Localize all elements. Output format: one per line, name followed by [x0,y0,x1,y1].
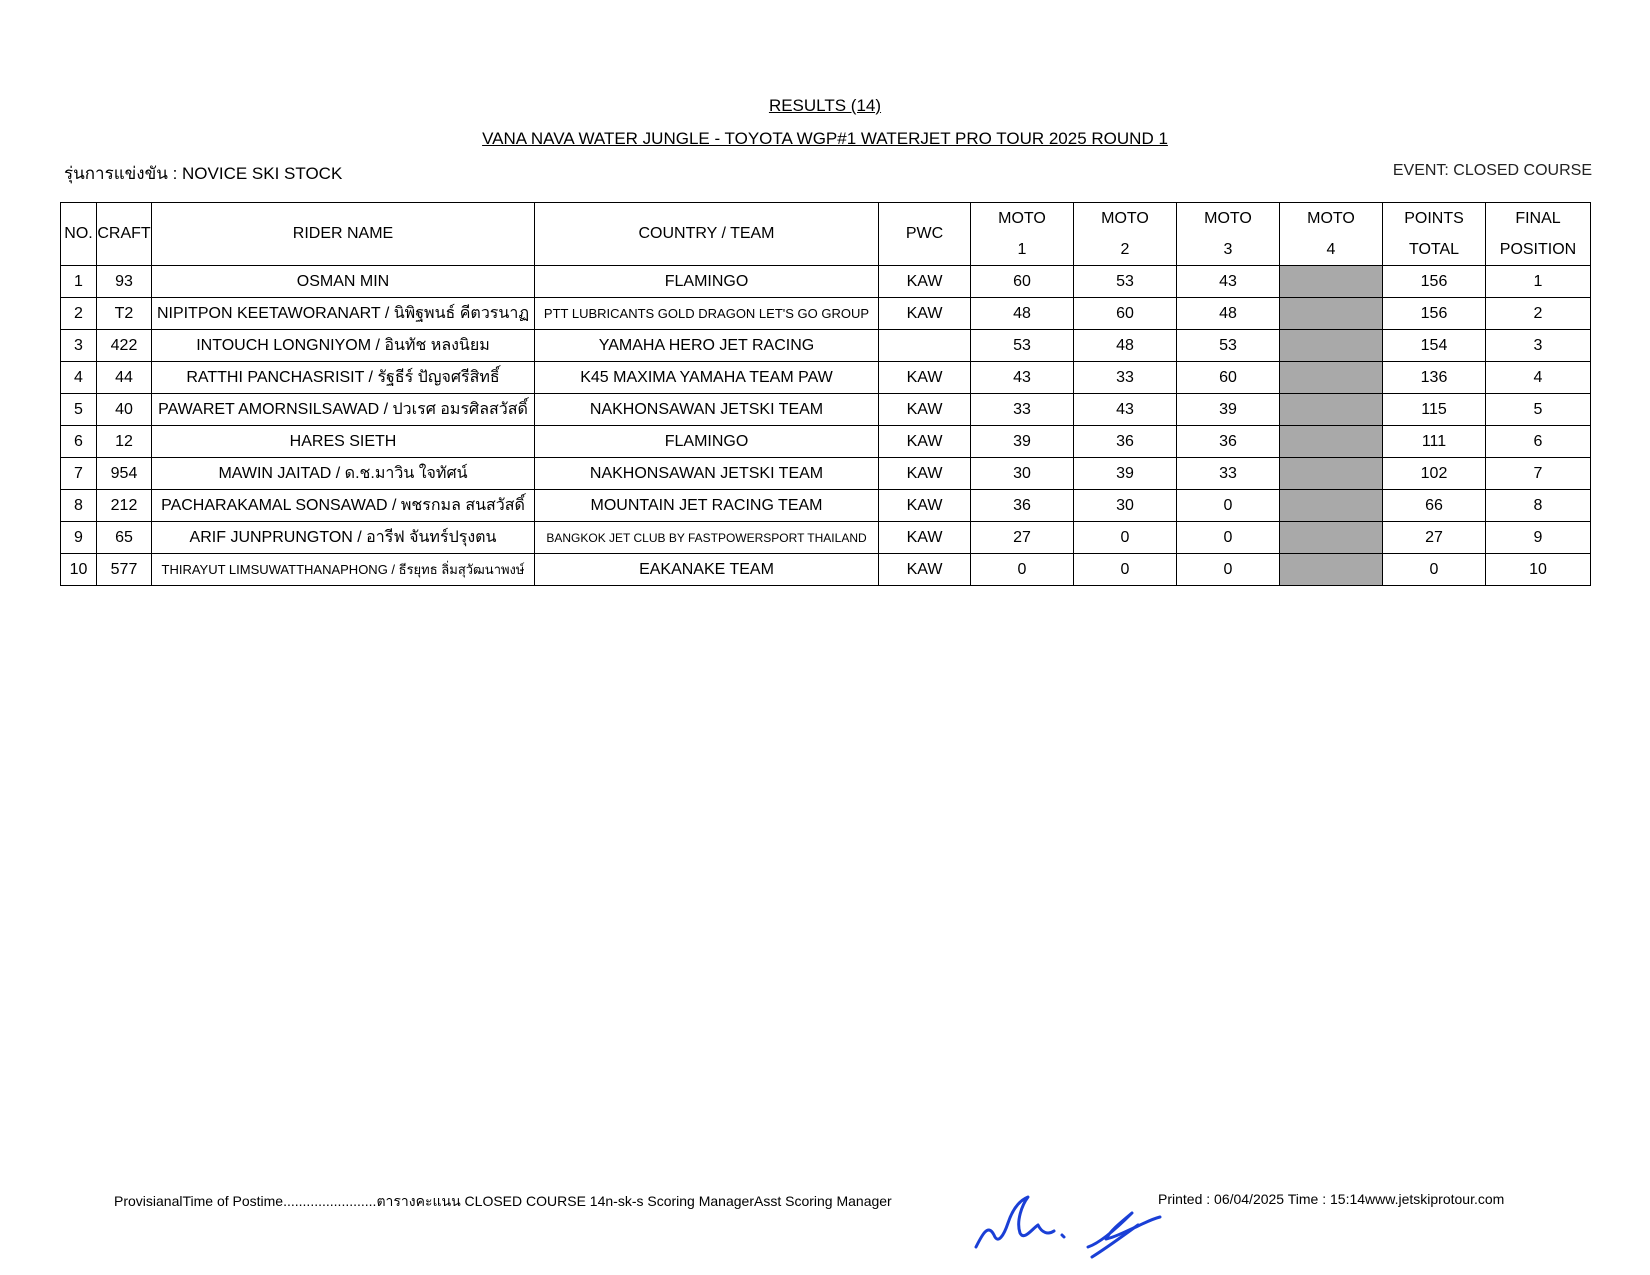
cell-moto2: 48 [1074,330,1177,362]
cell-no: 1 [61,266,97,298]
cell-moto4 [1280,554,1383,586]
cell-moto3: 60 [1177,362,1280,394]
cell-craft: 65 [97,522,152,554]
cell-final-position: 9 [1486,522,1591,554]
cell-rider: PACHARAKAMAL SONSAWAD / พชรกมล สนสวัสดิ์ [152,490,535,522]
table-row [61,490,1591,522]
table-header-row [61,203,1591,266]
cell-no: 6 [61,426,97,458]
cell-moto4 [1280,458,1383,490]
col-header-final-line2: POSITION [1499,241,1577,258]
cell-moto3: 39 [1177,394,1280,426]
cell-moto1: 48 [971,298,1074,330]
cell-no: 4 [61,362,97,394]
cell-no: 9 [61,522,97,554]
cell-moto1: 33 [971,394,1074,426]
cell-no: 2 [61,298,97,330]
col-header-points-line2: TOTAL [1408,241,1460,258]
cell-final-position: 1 [1486,266,1591,298]
col-header-moto4-line2: 4 [1326,241,1336,258]
table-row [61,394,1591,426]
cell-points-total: 27 [1383,522,1486,554]
cell-moto2: 0 [1074,522,1177,554]
cell-team: BANGKOK JET CLUB BY FASTPOWERSPORT THAILAND [535,522,879,554]
cell-moto1: 36 [971,490,1074,522]
col-header-moto3 [1177,203,1280,266]
cell-no: 8 [61,490,97,522]
cell-craft: 44 [97,362,152,394]
col-header-points-line1: POINTS [1404,210,1464,227]
cell-team: YAMAHA HERO JET RACING [535,330,879,362]
footer-printed-text: Printed : 06/04/2025 Time : 15:14www.jetskiprotour.com [1158,1191,1505,1207]
cell-pwc: KAW [879,266,971,298]
cell-final-position: 6 [1486,426,1591,458]
cell-moto3: 48 [1177,298,1280,330]
cell-points-total: 156 [1383,298,1486,330]
cell-points-total: 115 [1383,394,1486,426]
cell-pwc: KAW [879,554,971,586]
cell-moto2: 0 [1074,554,1177,586]
col-header-pwc: PWC [879,203,971,266]
cell-points-total: 111 [1383,426,1486,458]
cell-pwc [879,330,971,362]
cell-moto3: 0 [1177,522,1280,554]
cell-craft: 93 [97,266,152,298]
col-header-final-line1: FINAL [1515,210,1561,227]
cell-final-position: 7 [1486,458,1591,490]
signature-scribble [968,1175,1168,1265]
col-header-final-position [1486,203,1591,266]
table-row [61,362,1591,394]
col-header-moto2 [1074,203,1177,266]
class-label: รุ่นการแข่งขัน : NOVICE SKI STOCK [64,164,343,183]
table-row [61,554,1591,586]
footer-provisional-text: ProvisianalTime of Postime........................ตารางคะแนน CLOSED COURSE 14n-sk-s Scoring ManagerAsst Scoring Manager [114,1193,892,1209]
table-row [61,522,1591,554]
results-title: RESULTS (14) [768,96,882,115]
results-table [60,202,1591,586]
cell-moto4 [1280,362,1383,394]
cell-craft: T2 [97,298,152,330]
cell-moto1: 27 [971,522,1074,554]
cell-no: 7 [61,458,97,490]
cell-moto2: 33 [1074,362,1177,394]
event-type-label: EVENT: CLOSED COURSE [1392,162,1592,179]
col-header-moto2-line1: MOTO [1101,210,1149,227]
cell-moto1: 39 [971,426,1074,458]
cell-moto2: 43 [1074,394,1177,426]
cell-moto1: 53 [971,330,1074,362]
col-header-team: COUNTRY / TEAM [535,203,879,266]
cell-pwc: KAW [879,522,971,554]
cell-final-position: 10 [1486,554,1591,586]
cell-rider: MAWIN JAITAD / ด.ช.มาวิน ใจทัศน์ [152,458,535,490]
col-header-moto3-line2: 3 [1223,241,1233,258]
cell-no: 3 [61,330,97,362]
cell-team: PTT LUBRICANTS GOLD DRAGON LET'S GO GROUP [535,298,879,330]
cell-moto3: 36 [1177,426,1280,458]
col-header-craft: CRAFT [97,203,152,266]
cell-moto1: 60 [971,266,1074,298]
cell-points-total: 66 [1383,490,1486,522]
cell-moto2: 30 [1074,490,1177,522]
table-row [61,330,1591,362]
cell-moto3: 43 [1177,266,1280,298]
col-header-rider: RIDER NAME [152,203,535,266]
cell-pwc: KAW [879,458,971,490]
cell-craft: 577 [97,554,152,586]
cell-pwc: KAW [879,490,971,522]
event-title: VANA NAVA WATER JUNGLE - TOYOTA WGP#1 WATERJET PRO TOUR 2025 ROUND 1 [482,129,1168,148]
cell-moto4 [1280,330,1383,362]
cell-points-total: 102 [1383,458,1486,490]
cell-team: NAKHONSAWAN JETSKI TEAM [535,458,879,490]
cell-rider: HARES SIETH [152,426,535,458]
cell-points-total: 136 [1383,362,1486,394]
cell-final-position: 4 [1486,362,1591,394]
col-header-no: NO. [61,203,97,266]
cell-points-total: 0 [1383,554,1486,586]
cell-moto1: 30 [971,458,1074,490]
col-header-moto3-line1: MOTO [1204,210,1252,227]
cell-moto1: 43 [971,362,1074,394]
cell-moto3: 0 [1177,490,1280,522]
cell-moto4 [1280,490,1383,522]
cell-moto4 [1280,426,1383,458]
cell-final-position: 5 [1486,394,1591,426]
cell-points-total: 156 [1383,266,1486,298]
cell-moto4 [1280,522,1383,554]
cell-moto4 [1280,266,1383,298]
col-header-moto1-line1: MOTO [998,210,1046,227]
cell-moto1: 0 [971,554,1074,586]
cell-moto4 [1280,394,1383,426]
cell-team: NAKHONSAWAN JETSKI TEAM [535,394,879,426]
cell-points-total: 154 [1383,330,1486,362]
table-row [61,426,1591,458]
cell-pwc: KAW [879,362,971,394]
cell-no: 5 [61,394,97,426]
cell-moto2: 39 [1074,458,1177,490]
cell-team: FLAMINGO [535,266,879,298]
cell-pwc: KAW [879,298,971,330]
cell-craft: 40 [97,394,152,426]
cell-team: MOUNTAIN JET RACING TEAM [535,490,879,522]
cell-craft: 422 [97,330,152,362]
col-header-moto4 [1280,203,1383,266]
cell-moto2: 60 [1074,298,1177,330]
cell-rider: RATTHI PANCHASRISIT / รัฐธีร์ ปัญจศรีสิทธิ์ [152,362,535,394]
cell-pwc: KAW [879,426,971,458]
cell-moto2: 53 [1074,266,1177,298]
col-header-moto4-line1: MOTO [1307,210,1355,227]
table-row [61,298,1591,330]
cell-final-position: 8 [1486,490,1591,522]
cell-team: K45 MAXIMA YAMAHA TEAM PAW [535,362,879,394]
cell-rider: NIPITPON KEETAWORANART / นิพิฐพนธ์ คีตวรนาฏ [152,298,535,330]
cell-team: EAKANAKE TEAM [535,554,879,586]
table-row [61,458,1591,490]
col-header-moto1-line2: 1 [1017,241,1027,258]
cell-moto3: 0 [1177,554,1280,586]
cell-craft: 12 [97,426,152,458]
col-header-moto2-line2: 2 [1120,241,1130,258]
cell-rider: ARIF JUNPRUNGTON / อารีฟ จันทร์ปรุงตน [152,522,535,554]
cell-pwc: KAW [879,394,971,426]
col-header-points-total [1383,203,1486,266]
cell-final-position: 3 [1486,330,1591,362]
cell-team: FLAMINGO [535,426,879,458]
col-header-moto1 [971,203,1074,266]
cell-craft: 954 [97,458,152,490]
table-row [61,266,1591,298]
cell-rider: PAWARET AMORNSILSAWAD / ปวเรศ อมรศิลสวัสดิ์ [152,394,535,426]
cell-rider: THIRAYUT LIMSUWATTHANAPHONG / ธีรยุทธ ลิ่มสุวัฒนาพงษ์ [152,554,535,586]
cell-rider: OSMAN MIN [152,266,535,298]
cell-moto3: 33 [1177,458,1280,490]
cell-craft: 212 [97,490,152,522]
cell-moto4 [1280,298,1383,330]
cell-moto3: 53 [1177,330,1280,362]
cell-moto2: 36 [1074,426,1177,458]
cell-rider: INTOUCH LONGNIYOM / อินทัช หลงนิยม [152,330,535,362]
cell-final-position: 2 [1486,298,1591,330]
cell-no: 10 [61,554,97,586]
